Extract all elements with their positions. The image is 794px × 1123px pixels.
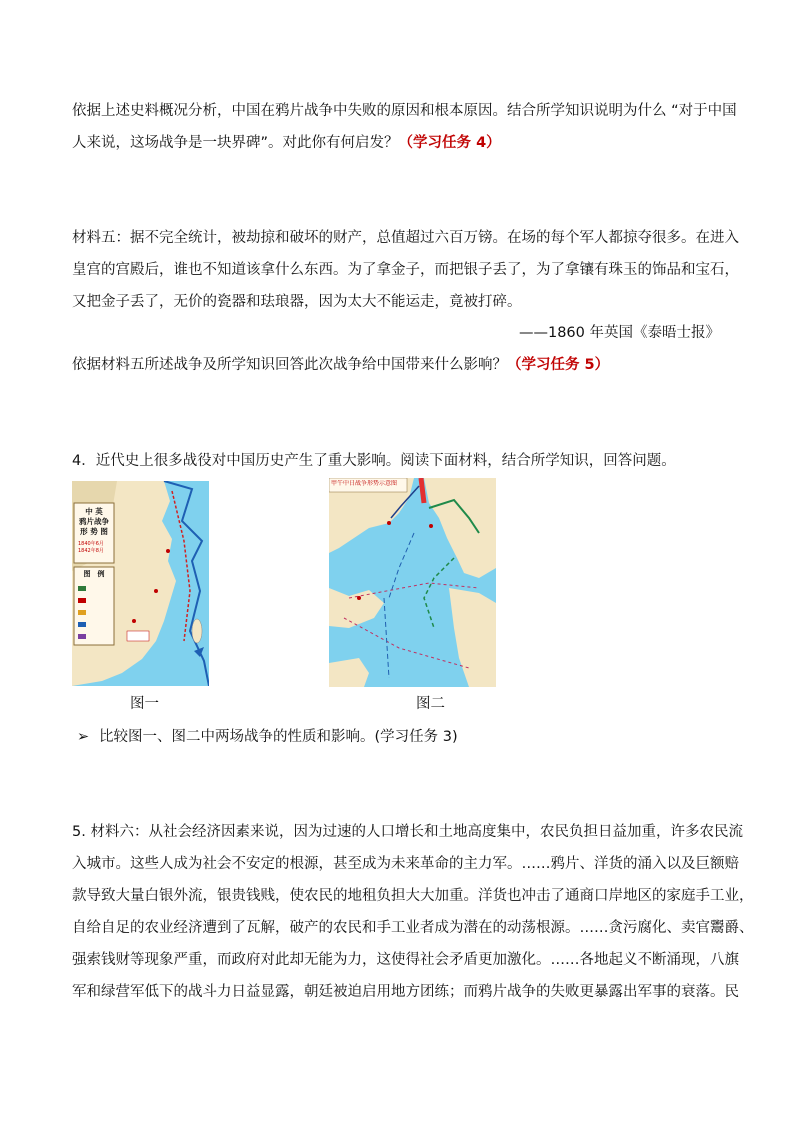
map1-title-line-3: 形 势 图 <box>80 527 108 536</box>
map1-caption: 图一 <box>130 696 159 712</box>
compare-question <box>77 727 458 747</box>
task4-question-text: 人来说，这场战争是一块界碑”。对此你有何启发？ <box>72 135 399 151</box>
map-opium-war <box>72 481 209 686</box>
task4-line-2 <box>72 133 501 153</box>
material5-line-2: 皇宫的宫殿后，谁也不知道该拿什么东西。为了拿金子，而把银子丢了，为了拿镶有珠玉的饰品和宝石， <box>72 262 739 278</box>
material5-source: ——1860 年英国《泰晤士报》 <box>518 325 720 341</box>
arrow-bullet-icon: ➢ <box>77 729 90 745</box>
task4-tag: （学习任务 4） <box>398 135 501 151</box>
question5-line-1: 5. 材料六：从社会经济因素来说，因为过速的人口增长和土地高度集中，农民负担日益加重，许多农民流 <box>72 824 743 840</box>
map1-date-end: 1842年8月 <box>78 548 104 554</box>
map-sino-japanese-war <box>329 478 496 687</box>
compare-question-text: 比较图一、图二中两场战争的性质和影响。(学习任务 3) <box>99 729 458 745</box>
map1-title-line-2: 鸦片战争 <box>79 517 109 526</box>
question5-line-6: 军和绿营军低下的战斗力日益显露，朝廷被迫启用地方团练；而鸦片战争的失败更暴露出军事的衰落。民 <box>72 984 739 1000</box>
material5-question <box>72 355 609 375</box>
question5-line-3: 款导致大量白银外流，银贵钱贱，使农民的地租负担大大加重。洋货也冲击了通商口岸地区的家庭手工业， <box>72 888 754 904</box>
material5-tag: （学习任务 5） <box>507 357 610 373</box>
material5-question-text: 依据材料五所述战争及所学知识回答此次战争给中国带来什么影响？ <box>72 357 507 373</box>
map2-title: 甲午中日战争形势示意图 <box>331 480 398 487</box>
question5-line-5: 强索钱财等现象严重，而政府对此却无能为力，这使得社会矛盾更加激化。……各地起义不断涌现，八旗 <box>72 952 739 968</box>
task4-line-1: 依据上述史料概况分析，中国在鸦片战争中失败的原因和根本原因。结合所学知识说明为什么 “对于中国 <box>72 103 737 119</box>
map1-title <box>76 507 112 537</box>
map1-dates <box>78 541 104 555</box>
map1-title-line-1: 中 英 <box>85 507 103 516</box>
map2-caption: 图二 <box>416 696 445 712</box>
question4-stem: 4．近代史上很多战役对中国历史产生了重大影响。阅读下面材料，结合所学知识，回答问题。 <box>72 453 676 469</box>
map1-date-start: 1840年6月 <box>78 541 104 547</box>
question5-line-4: 自给自足的农业经济遭到了瓦解，破产的农民和手工业者成为潜在的动荡根源。……贪污腐化、卖官鬻爵、 <box>72 920 754 936</box>
map-sino-japanese-war-graphic <box>329 478 496 687</box>
map1-legend-title: 图 例 <box>83 570 105 578</box>
material5-line-3: 又把金子丢了，无价的瓷器和珐琅器，因为太大不能运走，竟被打碎。 <box>72 294 522 310</box>
material5-line-1: 材料五：据不完全统计，被劫掠和破坏的财产，总值超过六百万镑。在场的每个军人都掠夺很多。在进入 <box>72 230 739 246</box>
question5-line-2: 入城市。这些人成为社会不安定的根源，甚至成为未来革命的主力军。……鸦片、洋货的涌入以及巨额赔 <box>72 856 739 872</box>
